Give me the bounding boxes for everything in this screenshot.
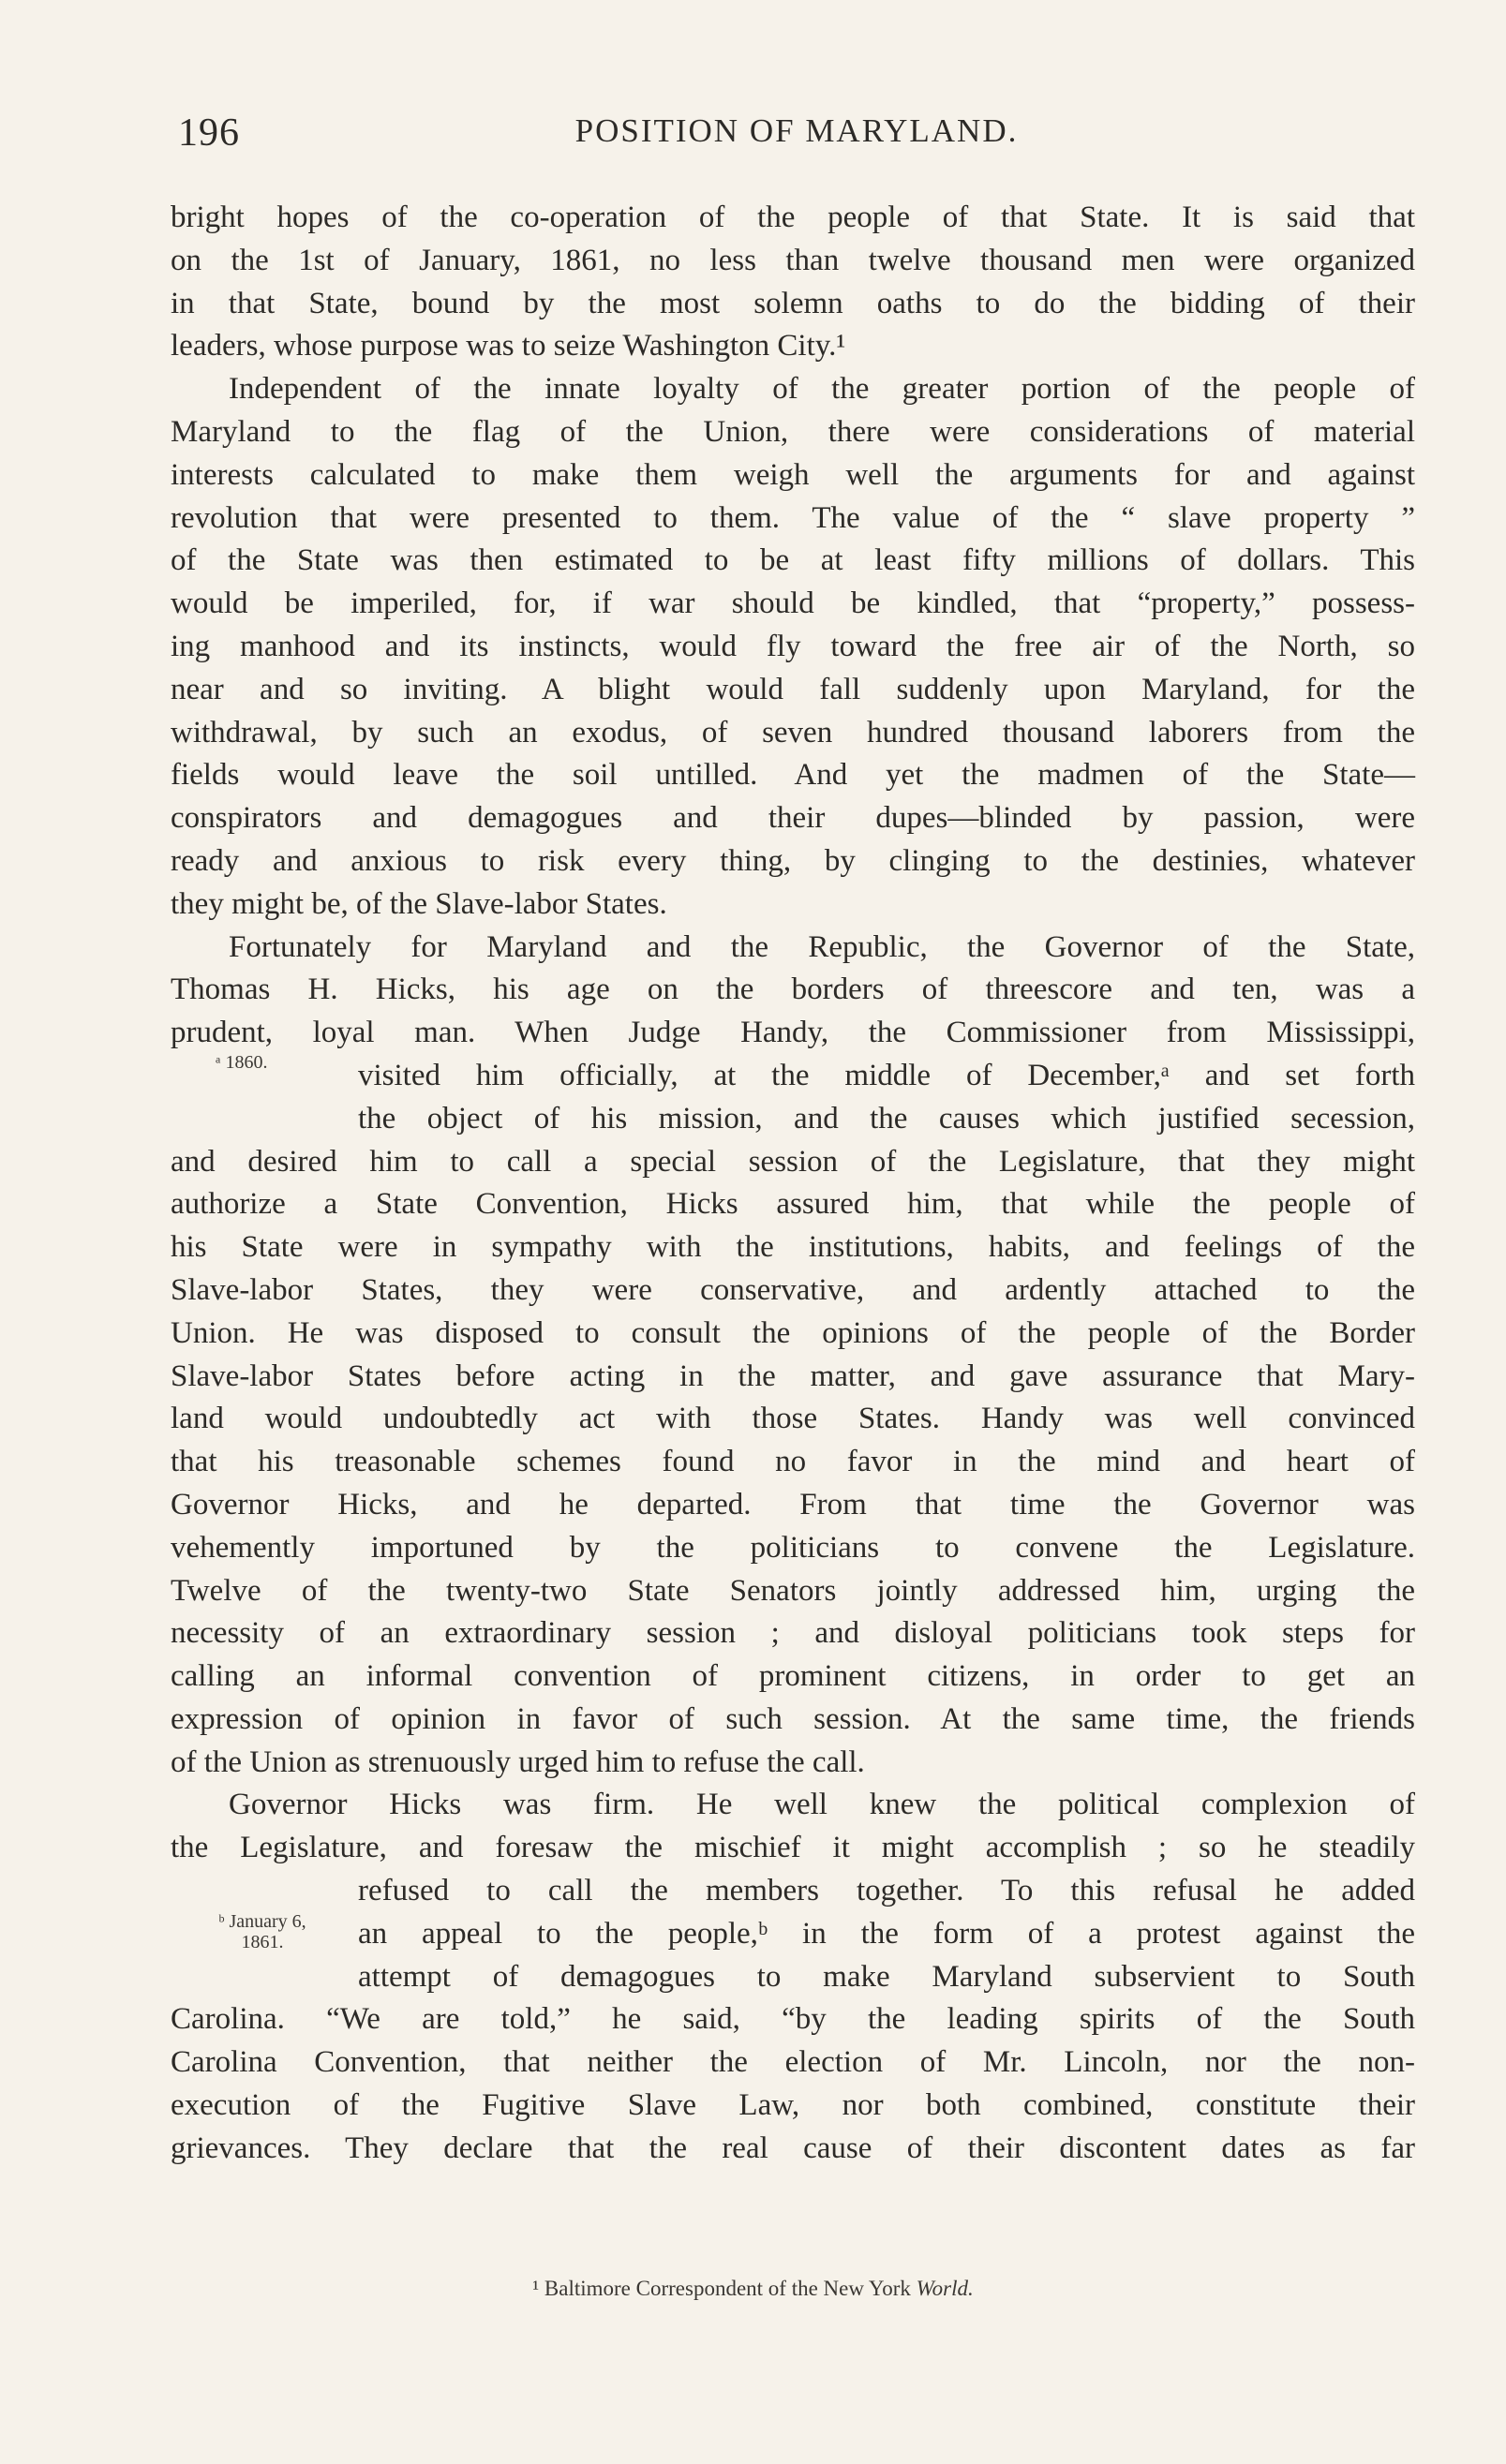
- text-line: Twelve of the twenty-two State Senators jointly addressed him, urging the: [171, 1573, 1415, 1608]
- text-line: prudent, loyal man. When Judge Handy, the Commissioner from Mississippi,: [171, 1016, 1415, 1050]
- text-line: that his treasonable schemes found no favor in the mind and heart of: [171, 1445, 1415, 1479]
- text-line: bright hopes of the co-operation of the people of that State. It is said that: [171, 200, 1415, 234]
- text-line: calling an informal convention of prominent citizens, in order to get an: [171, 1659, 1415, 1694]
- text-line: in that State, bound by the most solemn oaths to do the bidding of their: [171, 286, 1415, 320]
- text-line: of the Union as strenuously urged him to refuse the call.: [171, 1744, 865, 1779]
- margin-note-date-a: ᵃ 1860.: [216, 1052, 268, 1073]
- text-line: land would undoubtedly act with those States. Handy was well convinced: [171, 1402, 1415, 1436]
- text-line: withdrawal, by such an exodus, of seven hundred thousand laborers from the: [171, 715, 1415, 750]
- margin-note-date-b: [216, 1911, 309, 1952]
- margin-note-b-line: ᵇ January 6,: [218, 1911, 306, 1932]
- margin-note-b-line: 1861.: [241, 1932, 284, 1952]
- text-line: Maryland to the flag of the Union, there were considerations of material: [171, 414, 1415, 449]
- text-line: Carolina Convention, that neither the election of Mr. Lincoln, nor the non-: [171, 2045, 1415, 2080]
- text-line: attempt of demagogues to make Maryland subservient to South: [358, 1959, 1415, 1994]
- paragraph-first-line: Fortunately for Maryland and the Republic, the Governor of the State,: [229, 929, 1415, 964]
- text-line: the object of his mission, and the causes which justified secession,: [358, 1101, 1415, 1136]
- text-line: fields would leave the soil untilled. And yet the madmen of the State—: [171, 758, 1415, 793]
- paragraph-first-line: Governor Hicks was firm. He well knew the political complexion of: [229, 1788, 1415, 1822]
- text-line: near and so inviting. A blight would fall suddenly upon Maryland, for the: [171, 672, 1415, 706]
- text-line: Governor Hicks, and he departed. From that time the Governor was: [171, 1487, 1415, 1521]
- page-number: 196: [178, 111, 240, 155]
- text-line: his State were in sympathy with the institutions, habits, and feelings of the: [171, 1230, 1415, 1265]
- footnote: [0, 2277, 1506, 2301]
- text-line: expression of opinion in favor of such session. At the same time, the friends: [171, 1701, 1415, 1736]
- text-line: and desired him to call a special session of the Legislature, that they might: [171, 1144, 1415, 1179]
- text-line: refused to call the members together. To this refusal he added: [358, 1874, 1415, 1908]
- text-line: an appeal to the people,ᵇ in the form of a protest against the: [358, 1916, 1415, 1951]
- text-line: Carolina. “We are told,” he said, “by the leading spirits of the South: [171, 2002, 1415, 2037]
- text-line: the Legislature, and foresaw the mischief it might accomplish ; so he steadily: [171, 1831, 1415, 1865]
- paragraph-first-line: Independent of the innate loyalty of the greater portion of the people of: [229, 372, 1415, 407]
- text-line: ing manhood and its instincts, would fly toward the free air of the North, so: [171, 629, 1415, 663]
- footnote-marker: ¹: [532, 2277, 540, 2300]
- text-line: vehemently importuned by the politicians to convene the Legislature.: [171, 1530, 1415, 1565]
- text-line: ready and anxious to risk every thing, by clinging to the destinies, whatever: [171, 843, 1415, 878]
- page-header: [178, 111, 1415, 167]
- text-line: Slave-labor States before acting in the matter, and gave assurance that Mary-: [171, 1358, 1415, 1393]
- text-line: conspirators and demagogues and their dupes—blinded by passion, were: [171, 801, 1415, 836]
- text-line: of the State was then estimated to be at least fifty millions of dollars. This: [171, 543, 1415, 578]
- text-line: leaders, whose purpose was to seize Washington City.¹: [171, 329, 846, 364]
- text-line: Slave-labor States, they were conservative, and ardently attached to the: [171, 1272, 1415, 1307]
- text-line: Union. He was disposed to consult the opinions of the people of the Border: [171, 1315, 1415, 1350]
- text-line: Thomas H. Hicks, his age on the borders of threescore and ten, was a: [171, 972, 1415, 1007]
- text-line: on the 1st of January, 1861, no less than twelve thousand men were organized: [171, 243, 1415, 277]
- text-line: would be imperiled, for, if war should be kindled, that “property,” possess-: [171, 586, 1415, 621]
- text-line: visited him officially, at the middle of December,ᵃ and set forth: [358, 1058, 1415, 1092]
- footnote-italic: World.: [916, 2277, 974, 2300]
- text-line: interests calculated to make them weigh well the arguments for and against: [171, 457, 1415, 492]
- text-line: revolution that were presented to them. The value of the “ slave property ”: [171, 500, 1415, 535]
- text-line: they might be, of the Slave-labor States.: [171, 886, 667, 921]
- text-line: execution of the Fugitive Slave Law, nor both combined, constitute their: [171, 2088, 1415, 2123]
- text-line: grievances. They declare that the real cause of their discontent dates as far: [171, 2130, 1415, 2165]
- text-line: necessity of an extraordinary session ; and disloyal politicians took steps for: [171, 1616, 1415, 1651]
- body-text: [171, 197, 1415, 2171]
- running-head: POSITION OF MARYLAND.: [574, 112, 1019, 149]
- footnote-text: Baltimore Correspondent of the New York: [544, 2277, 911, 2300]
- text-line: authorize a State Convention, Hicks assured him, that while the people of: [171, 1187, 1415, 1222]
